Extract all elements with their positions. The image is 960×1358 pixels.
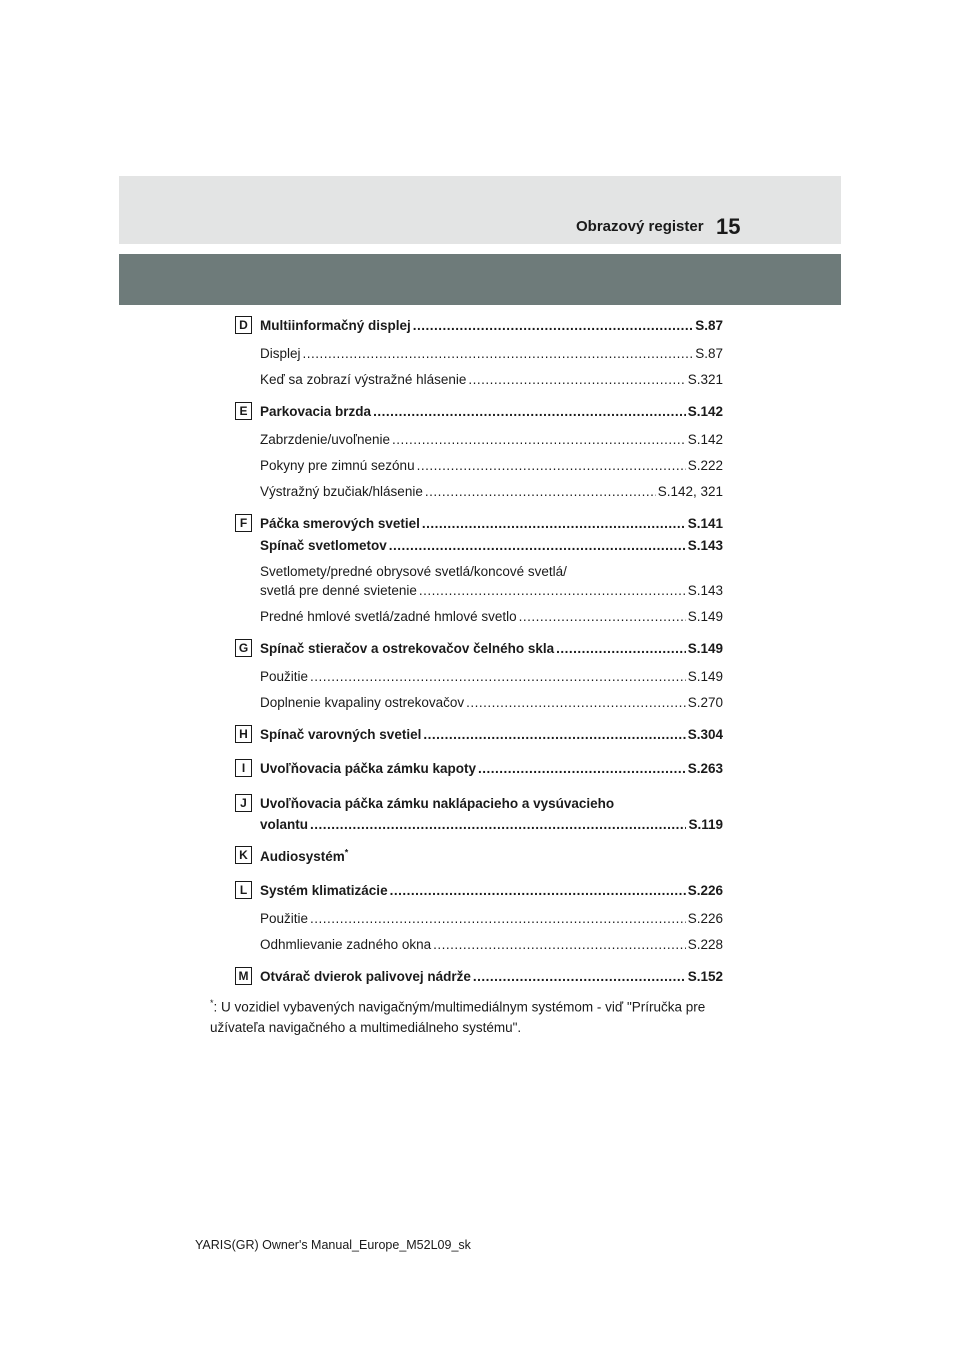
- page-reference[interactable]: S.152: [687, 969, 723, 984]
- page-reference[interactable]: S.226: [687, 883, 723, 898]
- page-reference[interactable]: S.228: [687, 937, 723, 952]
- page-reference[interactable]: S.149: [687, 609, 723, 624]
- index-letter-l: L: [235, 881, 252, 899]
- index-entry-sub[interactable]: [260, 910, 723, 928]
- index-entry-sub[interactable]: [260, 371, 723, 389]
- index-entry-sub-line: Svetlomety/predné obrysové svetlá/koncové svetlá/: [260, 564, 567, 579]
- leader-dots: [392, 431, 686, 449]
- page-reference[interactable]: S.149: [687, 669, 723, 684]
- entry-label: Uvoľňovacia páčka zámku kapoty: [260, 761, 477, 776]
- page-reference[interactable]: S.141: [687, 516, 723, 531]
- page-reference[interactable]: S.304: [687, 727, 723, 742]
- page-reference[interactable]: S.222: [687, 458, 723, 473]
- index-letter-f: F: [235, 514, 252, 532]
- index-entry-sub[interactable]: [260, 936, 723, 954]
- entry-label: Doplnenie kvapaliny ostrekovačov: [260, 695, 465, 710]
- page-reference[interactable]: S.119: [688, 817, 723, 832]
- section-title: Obrazový register: [576, 218, 704, 235]
- index-letter-e: E: [235, 402, 252, 420]
- index-entry-sub[interactable]: [260, 582, 723, 600]
- page-reference[interactable]: S.143: [687, 583, 723, 598]
- index-entry-sub[interactable]: [260, 483, 723, 501]
- index-letter-d: D: [235, 316, 252, 334]
- entry-label: Spínač varovných svetiel: [260, 727, 422, 742]
- entry-label: svetlá pre denné svietenie: [260, 583, 417, 598]
- index-entry-main[interactable]: [260, 515, 723, 533]
- entry-label: Páčka smerových svetiel: [260, 516, 420, 531]
- leader-dots: [310, 816, 686, 834]
- index-entry-sub[interactable]: [260, 694, 723, 712]
- entry-label: Odhmlievanie zadného okna: [260, 937, 432, 952]
- index-letter-g: G: [235, 639, 252, 657]
- leader-dots: [433, 936, 686, 954]
- index-entry-main[interactable]: [260, 726, 723, 744]
- leader-dots: [468, 371, 685, 389]
- leader-dots: [389, 537, 686, 555]
- index-entry-main[interactable]: [260, 816, 723, 834]
- index-entry-main[interactable]: [260, 403, 723, 421]
- index-entry-sub[interactable]: [260, 608, 723, 626]
- leader-dots: [310, 910, 686, 928]
- page-reference[interactable]: S.270: [687, 695, 723, 710]
- page-reference[interactable]: S.87: [695, 318, 723, 333]
- page-reference[interactable]: S.142: [687, 404, 723, 419]
- index-entry-main[interactable]: [260, 640, 723, 658]
- page-reference[interactable]: S.149: [687, 641, 723, 656]
- page-reference[interactable]: S.142, 321: [657, 484, 723, 499]
- index-entry-sub[interactable]: [260, 345, 723, 363]
- page-reference[interactable]: S.143: [687, 538, 723, 553]
- entry-label: Použitie: [260, 911, 309, 926]
- index-entry-main[interactable]: [260, 968, 723, 986]
- page-reference[interactable]: S.263: [687, 761, 723, 776]
- index-entry-sub[interactable]: [260, 431, 723, 449]
- leader-dots: [422, 515, 686, 533]
- leader-dots: [419, 582, 686, 600]
- leader-dots: [556, 640, 686, 658]
- entry-label: Audiosystém: [260, 849, 345, 864]
- leader-dots: [466, 694, 686, 712]
- page-reference[interactable]: S.87: [695, 346, 723, 361]
- index-letter-m: M: [235, 967, 252, 985]
- leader-dots: [473, 968, 686, 986]
- leader-dots: [413, 317, 693, 335]
- page-reference[interactable]: S.142: [687, 432, 723, 447]
- page-number: 15: [716, 214, 741, 239]
- entry-label: Zabrzdenie/uvoľnenie: [260, 432, 391, 447]
- index-letter-h: H: [235, 725, 252, 743]
- index-entry-main-line: Uvoľňovacia páčka zámku naklápacieho a vysúvacieho: [260, 796, 615, 811]
- index-letter-i: I: [235, 759, 252, 777]
- entry-label: Spínač stieračov a ostrekovačov čelného skla: [260, 641, 555, 656]
- index-entry-sub[interactable]: [260, 668, 723, 686]
- entry-label: Použitie: [260, 669, 309, 684]
- entry-label: volantu: [260, 817, 309, 832]
- entry-label: Otvárač dvierok palivovej nádrže: [260, 969, 471, 984]
- entry-label: Multiinformačný displej: [260, 318, 411, 333]
- footnote: [210, 993, 760, 1038]
- page-reference[interactable]: S.321: [687, 372, 723, 387]
- entry-label: Spínač svetlometov: [260, 538, 387, 553]
- entry-label: Predné hmlové svetlá/zadné hmlové svetlo: [260, 609, 517, 624]
- leader-dots: [310, 668, 686, 686]
- document-footer: YARIS(GR) Owner's Manual_Europe_M52L09_sk: [195, 1238, 471, 1252]
- entry-label: Parkovacia brzda: [260, 404, 372, 419]
- entry-label: Displej: [260, 346, 301, 361]
- leader-dots: [425, 483, 656, 501]
- leader-dots: [423, 726, 685, 744]
- index-entry-main[interactable]: [260, 537, 723, 555]
- footnote-mark: *: [210, 998, 214, 1008]
- page-reference[interactable]: S.226: [687, 911, 723, 926]
- entry-label: Pokyny pre zimnú sezónu: [260, 458, 415, 473]
- index-letter-k: K: [235, 846, 252, 864]
- footnote-mark: *: [344, 847, 349, 858]
- leader-dots: [519, 608, 686, 626]
- leader-dots: [390, 882, 686, 900]
- header-bar: [119, 254, 841, 305]
- entry-label: Keď sa zobrazí výstražné hlásenie: [260, 372, 467, 387]
- index-entry-main[interactable]: [260, 848, 348, 866]
- leader-dots: [417, 457, 686, 475]
- entry-label: Systém klimatizácie: [260, 883, 388, 898]
- index-entry-main[interactable]: [260, 760, 723, 778]
- index-entry-main[interactable]: [260, 882, 723, 900]
- index-entry-main[interactable]: [260, 317, 723, 335]
- leader-dots: [478, 760, 686, 778]
- leader-dots: [373, 403, 686, 421]
- leader-dots: [303, 345, 694, 363]
- entry-label: Výstražný bzučiak/hlásenie: [260, 484, 423, 499]
- footnote-text: : U vozidiel vybavených navigačným/multimediálnym systémom - viď "Príručka pre užívateľa navigačného a multimediálneho systému".: [210, 999, 706, 1035]
- index-letter-j: J: [235, 794, 252, 812]
- index-entry-sub[interactable]: [260, 457, 723, 475]
